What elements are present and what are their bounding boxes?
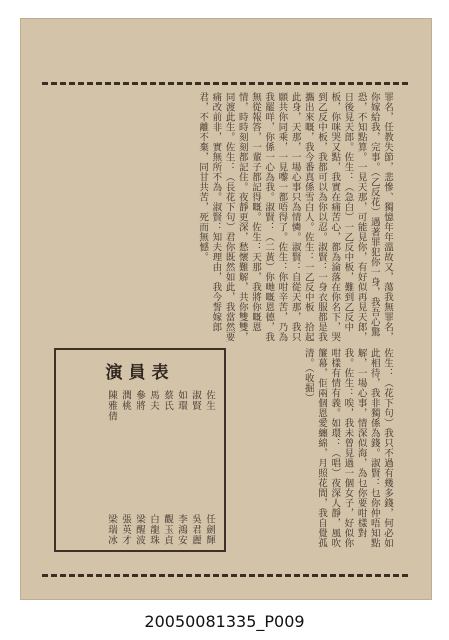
cast-role: 參將 (134, 390, 145, 411)
cast-actor: 梁瑞冰 (106, 513, 117, 545)
cast-entry (202, 390, 216, 545)
cast-role: 陳雅倩 (106, 390, 117, 422)
cast-role: 淑賢 (190, 390, 201, 411)
cast-entry (160, 390, 174, 545)
cast-actor: 李鴻安 (176, 513, 187, 545)
cast-list-box (54, 348, 226, 552)
cast-actor: 張英才 (120, 513, 131, 545)
cast-entry (188, 390, 202, 545)
cast-entry (118, 390, 132, 545)
cast-actor: 任劍輝 (204, 513, 215, 545)
cast-entry (104, 390, 118, 545)
cast-list-title: 演員表 (105, 363, 175, 383)
archive-id-caption: 20050081335_P009 (144, 612, 305, 631)
cast-role: 如環 (176, 390, 187, 411)
cast-role: 佐生 (204, 390, 215, 411)
cast-entry (146, 390, 160, 545)
script-dialogue-upper: 罪名，任教失節，悲慘、獨憶年年溫故又，蕩我無罪名，你嫁給我，完事。（乙反花）遇著罪犯你一身，我吾心驚恐，不知點算。一見天那，可能見你，有好似再見天郎，日後見天郎。佐生：（急白）一乙反中板，難到乙反中板，你咪哭又點，我實在痛苦心，都為淪落在你名下，哭到乙反中板，我都可以為你以忍。淑賢：一身衣服都是我攜出來嘅，我今番真係雪白人。佐生：一乙反中板 拾起此身，天那，一場心事只為情憐。淑賢：自從天那，我只願共你同乘，一見嚟一都唔得了。佐生：你咁辛苦，乃為我罷咩，你係一心為我。淑賢：（二黃）你哋嘅恩德，我無從報答，一輩子都記得嘅。佐生：天那，我將你嘅恩情，時時刻刻都記住。夜靜更深，愁懷難解，共你雙雙，同渡此生。佐生：（長花下句）君你既然如此，我當然要痛改前非，實無所不為。淑賢：知夫理由，我今誓嫁郎君，不離不棄，同甘共苦，死而無憾。 (197, 92, 393, 342)
cast-role: 馬夫 (148, 390, 159, 411)
cast-actor: 白龍珠 (148, 513, 159, 545)
cast-entry (174, 390, 188, 545)
cast-role: 潤桃 (120, 390, 131, 411)
cast-list-entries (66, 390, 216, 545)
document-page (20, 18, 432, 600)
bottom-divider-rule (42, 574, 410, 577)
top-divider-rule (42, 82, 410, 85)
script-dialogue-lower: 佐生：（花下句）我只不過有幾多錢，何必如此相待，我非獨係為錢。淑賢：乜你仲唔知點解，一場心事，情深似海，為乜你要咁樣對我。佐生：唉，我未曾見過一個女子，好似你咁樣有情有義。如環：（唱）夜深人靜，風吹簾幕，佢兩個恩愛纏綿，月照花間，我自覺孤清。（收掘） (302, 348, 393, 548)
cast-actor: 觀玉貞 (162, 513, 173, 545)
cast-actor: 吳君麗 (190, 513, 201, 545)
cast-entry (132, 390, 146, 545)
cast-role: 蔡氏 (162, 390, 173, 411)
cast-actor: 梁醒波 (134, 513, 145, 545)
